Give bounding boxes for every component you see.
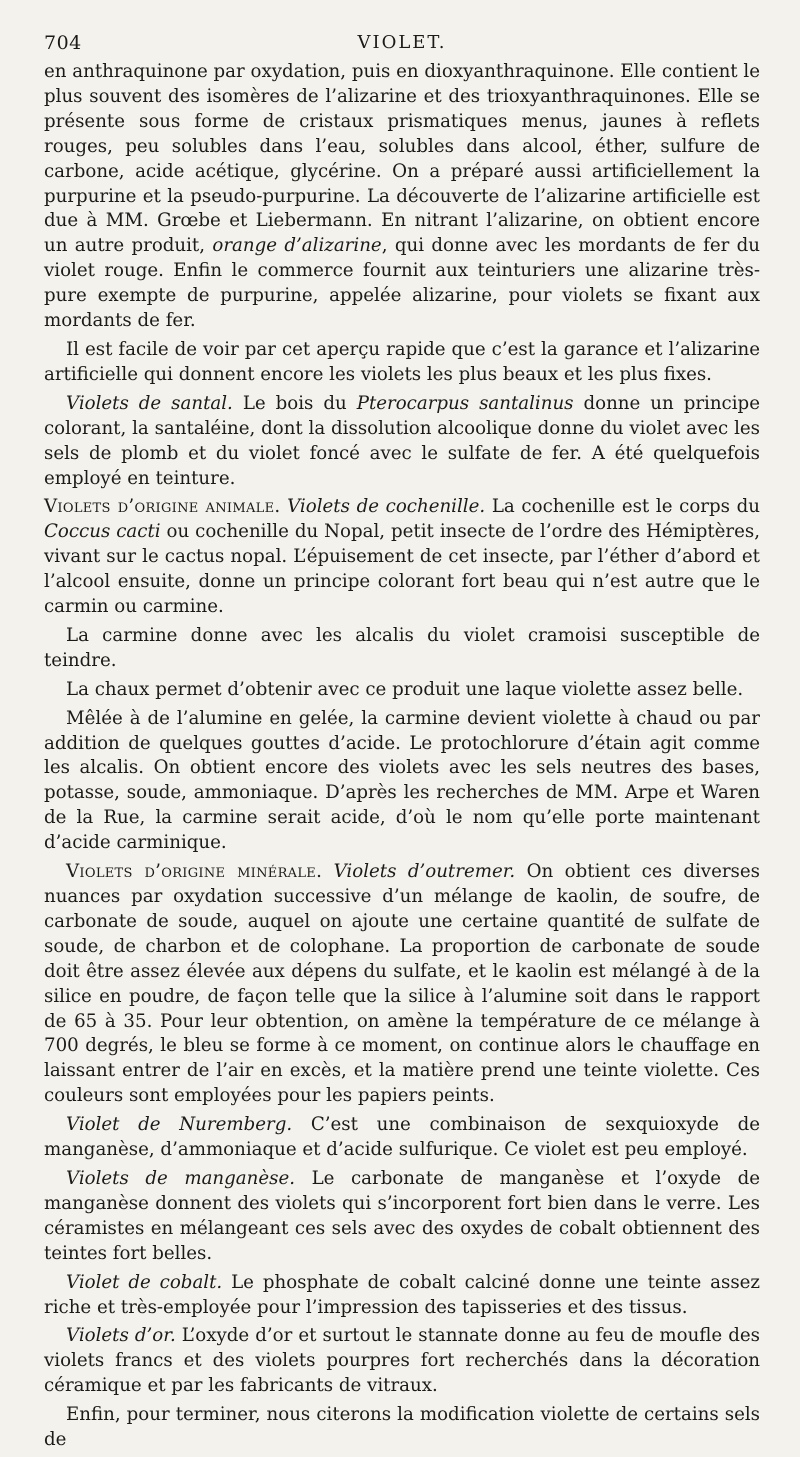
paragraph-violets-santal	[44, 392, 760, 492]
italic-term: Violets d’or.	[66, 1325, 176, 1347]
text-run: Mêlée à de l’alumine en gelée, la carmine devient violette à chaud ou par addition de quelques gouttes d’acide. Le protochlorure d’étain agit comme les alcalis. On obtient encore des violets avec les sels neutres des bases, potasse, soude, ammoniaque. D’après les recherches de MM. Arpe et Waren de la Rue, la carmine serait acide, d’où le nom qu’elle porte maintenant d’acide carminique.	[44, 707, 760, 854]
paragraph-violets-animal-origin	[44, 495, 760, 620]
italic-term: Violets de cochenille.	[287, 496, 486, 518]
paragraph-violet-nuremberg	[44, 1113, 760, 1163]
text-run: ou cochenille du Nopal, petit insecte de l’ordre des Hémiptères, vivant sur le cactus nopal. L’épuisement de cet insecte, par l’éther d’abord et l’alcool ensuite, donne un principe colorant fort beau qui n’est autre que le carmin ou carmine.	[44, 521, 760, 618]
text-run: La chaux permet d’obtenir avec ce produit une laque violette assez belle.	[66, 678, 744, 700]
paragraph-garance-summary	[44, 338, 760, 388]
paragraph-carmine-alcalis	[44, 624, 760, 674]
section-heading: Violets d’origine minérale.	[66, 861, 323, 883]
text-run: L’oxyde d’or et surtout le stannate donne au feu de moufle des violets francs et des violets pourpres fort recherchés dans la décoration céramique et par les fabricants de vitraux.	[44, 1325, 761, 1397]
italic-term: Coccus cacti	[44, 521, 161, 543]
text-run: , qui donne avec les mordants de fer du violet rouge. Enfin le commerce fournit aux teinturiers une alizarine très-pure exempte de purpurine, appelée alizarine, pour violets se fixant aux mordants de fer.	[44, 235, 760, 332]
paragraph-carmine-alumine	[44, 707, 760, 856]
paragraph-chaux-laque	[44, 678, 760, 703]
text-run: donne un principe colorant, la santaléine, dont la dissolution alcoolique donne du violet avec les sels de plomb et du violet foncé avec le sulfate de fer. A été quelquefois employé en teinture.	[44, 392, 760, 489]
italic-term: Violet de cobalt.	[66, 1271, 223, 1293]
text-run: Le carbonate de manganèse et l’oxyde de manganèse donnent des violets qui s’incorporent fort bien dans le verre. Les céramistes en mélangeant ces sels avec des oxydes de cobalt obtiennent des teintes fort belles.	[44, 1167, 760, 1264]
paragraph-violets-manganese	[44, 1167, 760, 1267]
italic-term: Violets d’outremer.	[333, 861, 516, 883]
text-run: Le bois du	[232, 392, 357, 414]
paragraph-alizarine-properties	[44, 60, 760, 334]
text-run: en anthraquinone par oxydation, puis en dioxyanthraquinone. Elle contient le plus souvent des isomères de l’alizarine et des trioxyanthraquinones. Elle se présente sous forme de cristaux prismatiques menus, jaunes à reflets rouges, peu solubles dans l’eau, solubles dans alcool, éther, sulfure de carbone, acide acétique, glycérine. On a préparé aussi artificiellement la purpurine et la pseudo-purpurine. La découverte de l’alizarine artificielle est due à MM. Grœbe et Liebermann. En nitrant l’alizarine, on obtient encore un autre produit,	[44, 61, 760, 257]
italic-term: Violet de Nuremberg.	[66, 1114, 293, 1136]
section-heading: Violets d’origine animale.	[44, 496, 281, 518]
page-header	[44, 32, 760, 60]
paragraph-violet-cobalt	[44, 1271, 760, 1321]
text-run: Il est facile de voir par cet aperçu rapide que c’est la garance et l’alizarine artificielle qui donnent encore les violets les plus beaux et les plus fixes.	[44, 338, 760, 385]
body-text	[44, 60, 760, 1457]
text-run: Enfin, pour terminer, nous citerons la modification violette de certains sels de	[44, 1404, 760, 1451]
paragraph-violets-mineral-origin	[44, 860, 760, 1109]
italic-term: Pterocarpus santalinus	[356, 392, 574, 414]
text-run: On obtient ces diverses nuances par oxydation successive d’un mélange de kaolin, de soufre, de carbonate de soude, auquel on ajoute une certaine quantité de sulfate de soude, de charbon et de colophane. La proportion de carbonate de soude doit être assez élevée aux dépens du sulfate, et le kaolin est mélangé à de la silice en poudre, de façon telle que la silice à l’alumine soit dans le rapport de 65 à 35. Pour leur obtention, on amène la température de ce mélange à 700 degrés, le bleu se forme à ce moment, on continue alors le chauffage en laissant entrer de l’air en excès, et la matière prend une teinte violette. Ces couleurs sont employées pour les papiers peints.	[44, 861, 760, 1107]
text-run: La carmine donne avec les alcalis du violet cramoisi susceptible de teindre.	[44, 624, 760, 671]
italic-term: orange d’alizarine	[212, 235, 382, 257]
text-run: C’est une combinaison de sexquioxyde de manganèse, d’ammoniaque et d’acide sulfurique. Ce violet est peu employé.	[44, 1114, 761, 1161]
paragraph-conclusion	[44, 1403, 760, 1453]
page-number: 704	[44, 32, 82, 54]
italic-term: Violets de santal.	[66, 392, 233, 414]
text-run: La cochenille est le corps du	[485, 496, 760, 518]
text-run: Le phosphate de cobalt calciné donne une teinte assez riche et très-employée pour l’impression des tapisseries et des tissus.	[44, 1271, 761, 1318]
italic-term: Violets de manganèse.	[66, 1167, 295, 1189]
running-head: VIOLET.	[357, 32, 447, 53]
text-run	[322, 861, 333, 882]
